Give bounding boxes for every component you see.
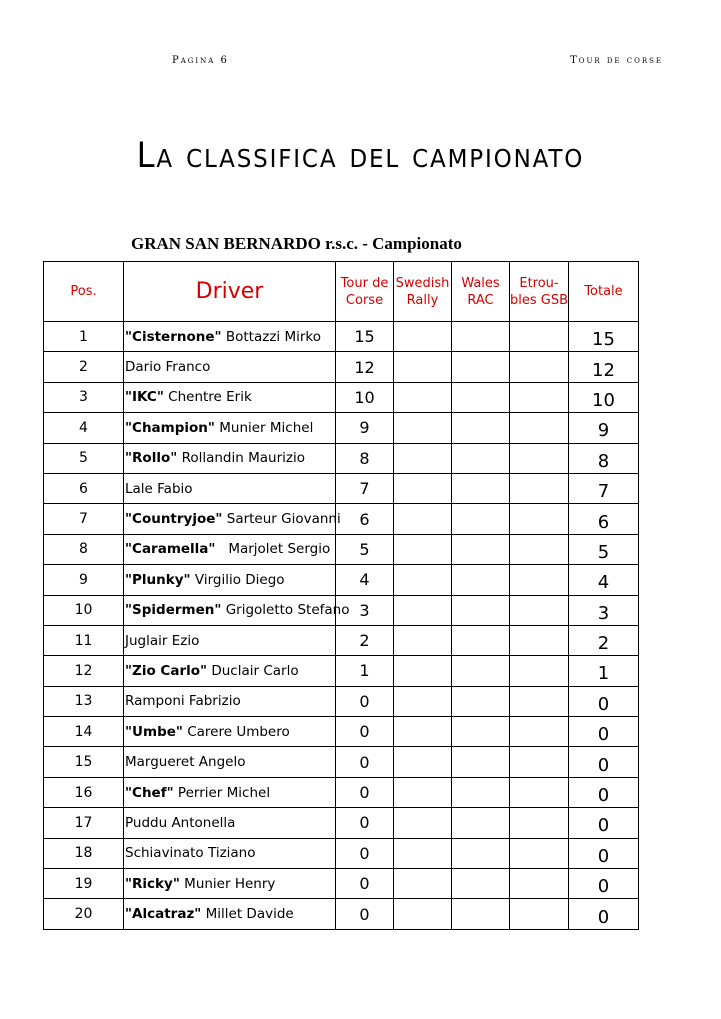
position-cell: 8 xyxy=(44,534,124,564)
swedish-rally-points xyxy=(394,473,452,503)
table-row xyxy=(44,565,639,595)
driver-name: Margueret Angelo xyxy=(125,754,246,771)
position-cell: 15 xyxy=(44,747,124,777)
page-number-label: Pagina 6 xyxy=(172,55,229,66)
driver-cell xyxy=(124,382,336,412)
driver-cell xyxy=(124,625,336,655)
header-total: Totale xyxy=(569,262,639,322)
table-row xyxy=(44,656,639,686)
swedish-rally-points xyxy=(394,838,452,868)
swedish-rally-points xyxy=(394,747,452,777)
position-cell: 20 xyxy=(44,899,124,929)
driver-cell xyxy=(124,413,336,443)
table-row xyxy=(44,504,639,534)
position-cell: 5 xyxy=(44,443,124,473)
swedish-rally-points xyxy=(394,565,452,595)
driver-nickname: "IKC" xyxy=(125,389,164,406)
total-points: 4 xyxy=(569,565,639,595)
position-cell: 9 xyxy=(44,565,124,595)
total-points: 8 xyxy=(569,443,639,473)
swedish-rally-points xyxy=(394,504,452,534)
header-driver: Driver xyxy=(124,262,336,322)
table-row xyxy=(44,413,639,443)
table-row xyxy=(44,747,639,777)
wales-rac-points xyxy=(452,717,510,747)
wales-rac-points xyxy=(452,352,510,382)
total-points: 0 xyxy=(569,899,639,929)
swedish-rally-points xyxy=(394,869,452,899)
position-cell: 6 xyxy=(44,473,124,503)
swedish-rally-points xyxy=(394,777,452,807)
table-row xyxy=(44,352,639,382)
driver-name: Rollandin Maurizio xyxy=(177,450,305,467)
driver-name: Puddu Antonella xyxy=(125,814,236,831)
table-row xyxy=(44,869,639,899)
etroubles-gsb-points xyxy=(510,899,569,929)
header-tour-de-corse: Tour de Corse xyxy=(336,262,394,322)
swedish-rally-points xyxy=(394,625,452,655)
tour-de-corse-points: 9 xyxy=(336,413,394,443)
tour-de-corse-points: 0 xyxy=(336,717,394,747)
driver-nickname: "Chef" xyxy=(125,784,174,801)
driver-name: Marjolet Sergio xyxy=(215,541,331,558)
driver-name: Chentre Erik xyxy=(163,389,252,406)
swedish-rally-points xyxy=(394,352,452,382)
etroubles-gsb-points xyxy=(510,747,569,777)
driver-cell xyxy=(124,777,336,807)
tour-de-corse-points: 0 xyxy=(336,899,394,929)
wales-rac-points xyxy=(452,808,510,838)
driver-name: Sarteur Giovanni xyxy=(222,511,341,528)
driver-cell xyxy=(124,808,336,838)
swedish-rally-points xyxy=(394,808,452,838)
driver-nickname: "Caramella" xyxy=(125,541,216,558)
etroubles-gsb-points xyxy=(510,534,569,564)
driver-nickname: "Cisternone" xyxy=(125,328,222,345)
wales-rac-points xyxy=(452,534,510,564)
driver-cell xyxy=(124,443,336,473)
table-row xyxy=(44,686,639,716)
total-points: 6 xyxy=(569,504,639,534)
etroubles-gsb-points xyxy=(510,838,569,868)
driver-cell xyxy=(124,565,336,595)
etroubles-gsb-points xyxy=(510,352,569,382)
total-points: 0 xyxy=(569,777,639,807)
wales-rac-points xyxy=(452,595,510,625)
wales-rac-points xyxy=(452,869,510,899)
total-points: 1 xyxy=(569,656,639,686)
tour-de-corse-points: 2 xyxy=(336,625,394,655)
position-cell: 10 xyxy=(44,595,124,625)
wales-rac-points xyxy=(452,777,510,807)
tour-de-corse-points: 0 xyxy=(336,777,394,807)
driver-cell xyxy=(124,747,336,777)
section-label: Tour de corse xyxy=(570,55,663,66)
wales-rac-points xyxy=(452,565,510,595)
wales-rac-points xyxy=(452,838,510,868)
driver-name: Munier Michel xyxy=(214,419,314,436)
wales-rac-points xyxy=(452,322,510,352)
driver-cell xyxy=(124,322,336,352)
driver-nickname: "Alcatraz" xyxy=(125,906,202,923)
driver-nickname: "Countryjoe" xyxy=(125,511,223,528)
total-points: 10 xyxy=(569,382,639,412)
header-pos: Pos. xyxy=(44,262,124,322)
driver-name: Dario Franco xyxy=(125,359,211,376)
etroubles-gsb-points xyxy=(510,625,569,655)
total-points: 0 xyxy=(569,838,639,868)
wales-rac-points xyxy=(452,686,510,716)
position-cell: 17 xyxy=(44,808,124,838)
total-points: 5 xyxy=(569,534,639,564)
swedish-rally-points xyxy=(394,322,452,352)
position-cell: 7 xyxy=(44,504,124,534)
tour-de-corse-points: 10 xyxy=(336,382,394,412)
driver-name: Bottazzi Mirko xyxy=(221,328,321,345)
etroubles-gsb-points xyxy=(510,717,569,747)
total-points: 0 xyxy=(569,869,639,899)
etroubles-gsb-points xyxy=(510,565,569,595)
driver-name: Grigoletto Stefano xyxy=(221,602,350,619)
position-cell: 13 xyxy=(44,686,124,716)
wales-rac-points xyxy=(452,413,510,443)
wales-rac-points xyxy=(452,382,510,412)
swedish-rally-points xyxy=(394,534,452,564)
tour-de-corse-points: 0 xyxy=(336,747,394,777)
total-points: 3 xyxy=(569,595,639,625)
driver-name: Millet Davide xyxy=(201,906,294,923)
swedish-rally-points xyxy=(394,382,452,412)
driver-nickname: "Rollo" xyxy=(125,450,178,467)
tour-de-corse-points: 0 xyxy=(336,838,394,868)
driver-cell xyxy=(124,686,336,716)
table-subtitle: GRAN SAN BERNARDO r.s.c. - Campionato xyxy=(131,234,462,253)
swedish-rally-points xyxy=(394,717,452,747)
driver-nickname: "Spidermen" xyxy=(125,602,222,619)
table-row xyxy=(44,322,639,352)
table-row xyxy=(44,899,639,929)
driver-name: Juglair Ezio xyxy=(125,632,200,649)
driver-cell xyxy=(124,473,336,503)
table-row xyxy=(44,717,639,747)
total-points: 7 xyxy=(569,473,639,503)
tour-de-corse-points: 3 xyxy=(336,595,394,625)
driver-cell xyxy=(124,717,336,747)
driver-cell xyxy=(124,595,350,625)
tour-de-corse-points: 0 xyxy=(336,686,394,716)
table-row xyxy=(44,473,639,503)
tour-de-corse-points: 7 xyxy=(336,473,394,503)
etroubles-gsb-points xyxy=(510,443,569,473)
page-title: La classifica del campionato xyxy=(136,136,585,176)
swedish-rally-points xyxy=(394,595,452,625)
wales-rac-points xyxy=(452,656,510,686)
tour-de-corse-points: 8 xyxy=(336,443,394,473)
header-wales-rac: Wales RAC xyxy=(452,262,510,322)
driver-cell xyxy=(124,534,336,564)
position-cell: 3 xyxy=(44,382,124,412)
total-points: 2 xyxy=(569,625,639,655)
driver-name: Munier Henry xyxy=(179,875,276,892)
position-cell: 18 xyxy=(44,838,124,868)
swedish-rally-points xyxy=(394,899,452,929)
driver-name: Ramponi Fabrizio xyxy=(125,693,241,710)
position-cell: 4 xyxy=(44,413,124,443)
total-points: 0 xyxy=(569,747,639,777)
driver-name: Perrier Michel xyxy=(173,784,271,801)
driver-nickname: "Plunky" xyxy=(125,571,191,588)
driver-cell xyxy=(124,504,341,534)
etroubles-gsb-points xyxy=(510,656,569,686)
standings-table xyxy=(43,261,639,930)
driver-nickname: "Zio Carlo" xyxy=(125,662,208,679)
tour-de-corse-points: 4 xyxy=(336,565,394,595)
table-row xyxy=(44,808,639,838)
driver-cell xyxy=(124,838,336,868)
position-cell: 2 xyxy=(44,352,124,382)
total-points: 0 xyxy=(569,717,639,747)
total-points: 15 xyxy=(569,322,639,352)
table-row xyxy=(44,534,639,564)
driver-name: Lale Fabio xyxy=(125,480,193,497)
etroubles-gsb-points xyxy=(510,382,569,412)
etroubles-gsb-points xyxy=(510,322,569,352)
driver-cell xyxy=(124,899,336,929)
wales-rac-points xyxy=(452,747,510,777)
driver-name: Schiavinato Tiziano xyxy=(125,845,256,862)
driver-cell xyxy=(124,352,336,382)
wales-rac-points xyxy=(452,504,510,534)
wales-rac-points xyxy=(452,899,510,929)
tour-de-corse-points: 15 xyxy=(336,322,394,352)
etroubles-gsb-points xyxy=(510,686,569,716)
table-row xyxy=(44,443,639,473)
table-body xyxy=(44,322,639,930)
wales-rac-points xyxy=(452,473,510,503)
tour-de-corse-points: 1 xyxy=(336,656,394,686)
position-cell: 12 xyxy=(44,656,124,686)
table-row xyxy=(44,625,639,655)
total-points: 0 xyxy=(569,808,639,838)
tour-de-corse-points: 0 xyxy=(336,808,394,838)
total-points: 0 xyxy=(569,686,639,716)
total-points: 12 xyxy=(569,352,639,382)
driver-nickname: "Ricky" xyxy=(125,875,180,892)
swedish-rally-points xyxy=(394,656,452,686)
driver-cell xyxy=(124,656,336,686)
header-swedish-rally: Swedish Rally xyxy=(394,262,452,322)
position-cell: 16 xyxy=(44,777,124,807)
wales-rac-points xyxy=(452,625,510,655)
tour-de-corse-points: 0 xyxy=(336,869,394,899)
position-cell: 1 xyxy=(44,322,124,352)
table-header-row xyxy=(44,262,639,322)
table-row xyxy=(44,838,639,868)
table-row xyxy=(44,595,639,625)
etroubles-gsb-points xyxy=(510,473,569,503)
swedish-rally-points xyxy=(394,413,452,443)
driver-nickname: "Champion" xyxy=(125,419,215,436)
etroubles-gsb-points xyxy=(510,808,569,838)
driver-nickname: "Umbe" xyxy=(125,723,183,740)
etroubles-gsb-points xyxy=(510,777,569,807)
swedish-rally-points xyxy=(394,686,452,716)
header-etroubles-gsb: Etrou- bles GSB xyxy=(510,262,569,322)
swedish-rally-points xyxy=(394,443,452,473)
etroubles-gsb-points xyxy=(510,504,569,534)
table-row xyxy=(44,382,639,412)
wales-rac-points xyxy=(452,443,510,473)
position-cell: 11 xyxy=(44,625,124,655)
etroubles-gsb-points xyxy=(510,595,569,625)
table-row xyxy=(44,777,639,807)
tour-de-corse-points: 6 xyxy=(336,504,394,534)
tour-de-corse-points: 12 xyxy=(336,352,394,382)
position-cell: 14 xyxy=(44,717,124,747)
driver-name: Duclair Carlo xyxy=(207,662,299,679)
tour-de-corse-points: 5 xyxy=(336,534,394,564)
total-points: 9 xyxy=(569,413,639,443)
etroubles-gsb-points xyxy=(510,413,569,443)
etroubles-gsb-points xyxy=(510,869,569,899)
driver-name: Virgilio Diego xyxy=(190,571,285,588)
driver-cell xyxy=(124,869,336,899)
position-cell: 19 xyxy=(44,869,124,899)
driver-name: Carere Umbero xyxy=(182,723,290,740)
